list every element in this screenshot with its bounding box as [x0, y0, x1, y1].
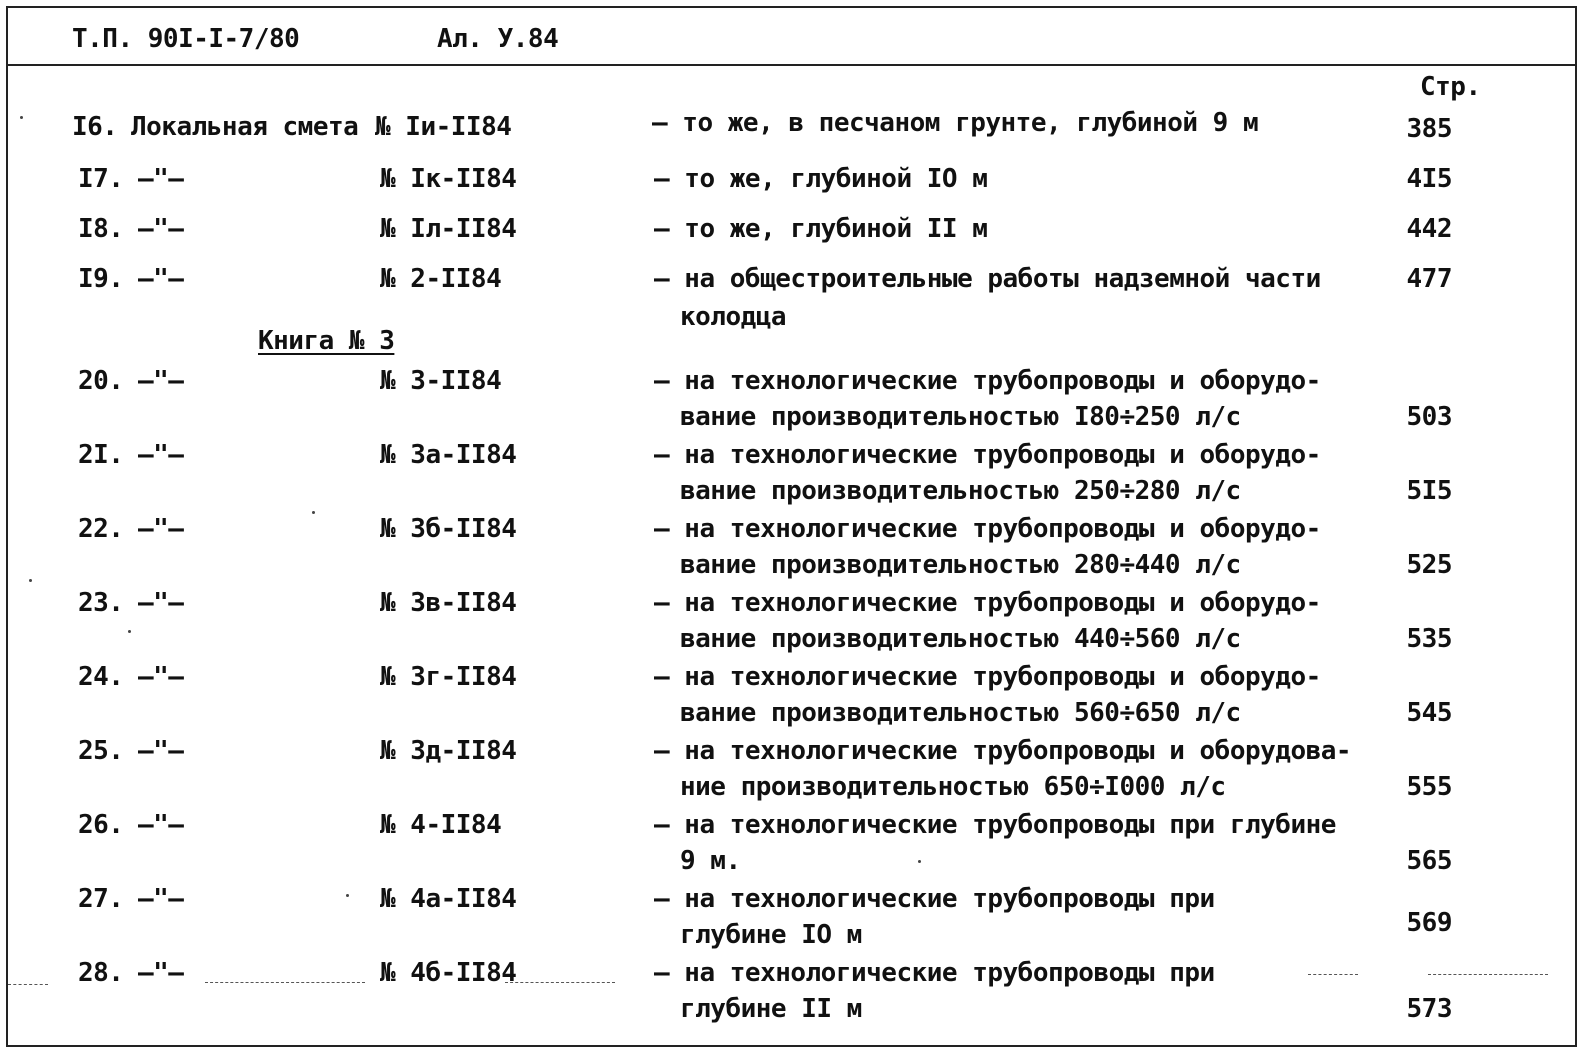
row-number: 2I. — [78, 440, 124, 470]
row-code: № Iи-II84 — [375, 112, 512, 142]
row-number: 24. — [78, 662, 124, 692]
row-description-line: вание производительностью I80÷250 л/с — [680, 402, 1241, 432]
row-description-line: – на технологические трубопроводы и оборудо- — [654, 440, 1321, 470]
row-ditto: –"– — [138, 514, 184, 544]
row-code: № 3-II84 — [380, 366, 502, 396]
scan-noise-line — [1308, 974, 1358, 975]
row-page: 525 — [1406, 550, 1452, 580]
row-ditto: –"– — [138, 588, 184, 618]
row-ditto: –"– — [138, 440, 184, 470]
scan-speck — [29, 579, 32, 582]
row-label: Локальная смета — [131, 112, 359, 142]
row-page: 385 — [1406, 114, 1452, 144]
row-description-line: – на технологические трубопроводы при глубине — [654, 810, 1336, 840]
row-number: I6. — [72, 112, 118, 142]
row-code: № 3а-II84 — [380, 440, 517, 470]
row-page: 565 — [1406, 846, 1452, 876]
scan-speck — [20, 116, 23, 119]
row-description-line: – на технологические трубопроводы и оборудо- — [654, 588, 1321, 618]
row-code: № Iл-II84 — [380, 214, 517, 244]
row-number: 26. — [78, 810, 124, 840]
row-ditto: –"– — [138, 736, 184, 766]
row-page: 555 — [1406, 772, 1452, 802]
row-page: 503 — [1406, 402, 1452, 432]
row-code: № 4б-II84 — [380, 958, 517, 988]
scan-noise-line — [1428, 974, 1548, 975]
row-code: № 2-II84 — [380, 264, 502, 294]
row-ditto: –"– — [138, 662, 184, 692]
row-description-line: – то же, в песчаном грунте, глубиной 9 м — [652, 108, 1259, 138]
row-description-line: – то же, глубиной IO м — [654, 164, 988, 194]
row-number: I9. — [78, 264, 124, 294]
row-number: 28. — [78, 958, 124, 988]
row-description-line: – то же, глубиной II м — [654, 214, 988, 244]
row-page: 442 — [1406, 214, 1452, 244]
row-page: 4I5 — [1406, 164, 1452, 194]
row-ditto: –"– — [138, 366, 184, 396]
row-description-line: колодца — [680, 302, 787, 332]
row-description-line: 9 м. — [680, 846, 741, 876]
scan-noise-line — [505, 982, 615, 983]
row-number: 22. — [78, 514, 124, 544]
row-number: I8. — [78, 214, 124, 244]
row-description-line: вание производительностью 280÷440 л/с — [680, 550, 1241, 580]
header-divider — [6, 64, 1577, 66]
row-description-line: вание производительностью 440÷560 л/с — [680, 624, 1241, 654]
row-page: 573 — [1406, 994, 1452, 1024]
row-ditto: –"– — [138, 214, 184, 244]
row-code: № Iк-II84 — [380, 164, 517, 194]
row-description-line: глубине II м — [680, 994, 862, 1024]
row-description-line: – на технологические трубопроводы и оборудо- — [654, 366, 1321, 396]
row-number: I7. — [78, 164, 124, 194]
row-description-line: – на технологические трубопроводы при — [654, 884, 1215, 914]
row-description-line: – на технологические трубопроводы и оборудо- — [654, 662, 1321, 692]
scan-speck — [312, 511, 315, 514]
row-number: 25. — [78, 736, 124, 766]
row-ditto: –"– — [138, 958, 184, 988]
row-description-line: ние производительностью 650÷I000 л/с — [680, 772, 1226, 802]
row-ditto: –"– — [138, 164, 184, 194]
row-description-line: глубине IO м — [680, 920, 862, 950]
row-description-line: вание производительностью 560÷650 л/с — [680, 698, 1241, 728]
row-code: № 4-II84 — [380, 810, 502, 840]
row-code: № 3г-II84 — [380, 662, 517, 692]
row-ditto: –"– — [138, 264, 184, 294]
row-ditto: –"– — [138, 884, 184, 914]
row-page: 535 — [1406, 624, 1452, 654]
row-description-line: – на общестроительные работы надземной части — [654, 264, 1321, 294]
row-ditto: –"– — [138, 810, 184, 840]
row-number: 23. — [78, 588, 124, 618]
row-number: 20. — [78, 366, 124, 396]
row-code: № 3в-II84 — [380, 588, 517, 618]
album-number: Ал. У.84 — [437, 24, 559, 54]
row-number: 27. — [78, 884, 124, 914]
row-page: 545 — [1406, 698, 1452, 728]
row-code: № 3б-II84 — [380, 514, 517, 544]
page-column-header: Стр. — [1420, 72, 1481, 102]
scan-speck — [128, 630, 131, 633]
scan-noise-line — [205, 982, 365, 983]
row-description-line: вание производительностью 250÷280 л/с — [680, 476, 1241, 506]
row-code: № 4а-II84 — [380, 884, 517, 914]
scan-speck — [346, 894, 349, 897]
project-code: Т.П. 90I-I-7/80 — [72, 24, 300, 54]
row-description-line: – на технологические трубопроводы при — [654, 958, 1215, 988]
row-page: 569 — [1406, 908, 1452, 938]
row-description-line: – на технологические трубопроводы и оборудо- — [654, 514, 1321, 544]
row-code: № 3д-II84 — [380, 736, 517, 766]
row-page: 5I5 — [1406, 476, 1452, 506]
row-description-line: – на технологические трубопроводы и оборудова- — [654, 736, 1352, 766]
scan-speck — [918, 860, 921, 863]
row-page: 477 — [1406, 264, 1452, 294]
book-title: Книга № 3 — [258, 326, 395, 356]
scan-noise-line — [8, 984, 48, 985]
